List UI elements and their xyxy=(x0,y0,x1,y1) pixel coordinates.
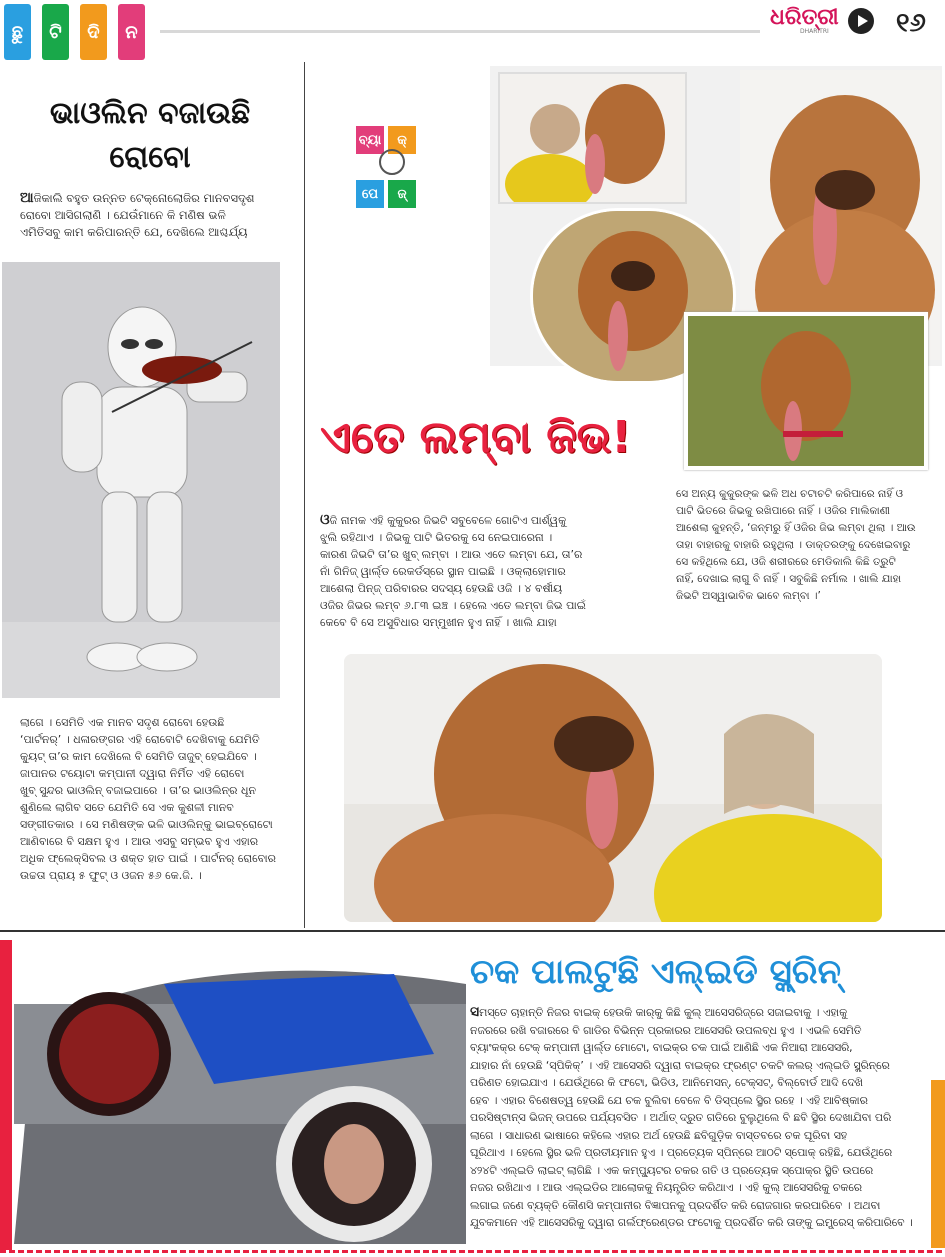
text-line: ନଜର ରଖିଥାଏ । ଆଉ ଏଲ୍‌ଇଡିର ଆଲୋକକୁ ନିୟନ୍ତ୍ରିତ କରିଥାଏ । ଏହି କୁଲ୍ ଆସେସରିକୁ ଚକରେ xyxy=(470,1181,862,1194)
text-line: ସେ କହିଥିଲେ ଯେ, ଓଜି ଶରୀରରେ ମେଡିକାଲି କିଛି ତ୍ରୁଟି xyxy=(676,556,896,568)
text-line: ଅଧିକ ଫ୍ଲେକ୍ସିବଲ ଓ ଶକ୍ତ ହାତ ପାଇଁ । ପାର୍ଟନର୍ ରୋବୋର xyxy=(20,852,276,865)
dropcap: ଆ xyxy=(20,190,34,206)
dropcap: ଓ xyxy=(320,512,330,528)
text-line: ନଜରରେ ରଖି ବଜାରରେ ବି ଗାଡିର ବିଭିନ୍ନ ପ୍ରକାରର ଆସେସରି ଉପଲବ୍ଧ ହୁଏ । ଏଭଳି ସେମିତି xyxy=(470,1023,862,1037)
robot-body xyxy=(20,714,304,884)
badge-letter: କ୍ xyxy=(388,126,416,154)
led-wheel-illustration xyxy=(14,944,466,1244)
dog-and-owner-photo xyxy=(344,654,882,922)
text-line: ପାଟି ଭିତରେ ଜିଭକୁ ରଖିପାରେ ନାହିଁ । ଓଜିର ମାଲିକାଣୀ xyxy=(676,505,890,517)
led-headline: ଚକ ପାଲଟୁଛି ଏଲ୍‌ଇଡି ସ୍କ୍ରିନ୍ xyxy=(470,952,842,992)
text-line: ଖୁବ୍ ସୁନ୍ଦର ଭାଓଲିନ୍ ବଜାଇପାରେ । ତା’ର ଭାଓଲିନ୍‌ର ଧୂନ xyxy=(20,784,257,797)
text-line: ଲଗାଇ ଜଣେ ବ୍ୟକ୍ତି କୌଣସି କମ୍ପାନୀର ବିଜ୍ଞାପନକୁ ପ୍ରଦର୍ଶିତ କରି ରୋଜଗାର କରପାରିବେ । ଅଥବା xyxy=(470,1198,881,1212)
robot-headline-line2: ରୋବୋ xyxy=(109,140,191,175)
section-divider xyxy=(0,930,945,932)
badge-letter: ଜ୍ xyxy=(388,180,416,208)
section-title-letter: ଛୁ xyxy=(4,4,31,60)
text-line: ପରସିଷ୍ଟାନ୍ସ ଭିଜନ୍ ଉପରେ ପର୍ଯ୍ୟବସିତ । ଅର୍ଥାତ୍ ଦ୍ରୁତ ଗତିରେ ବୁଲୁଥିଲେ ବି ଛବି ସ୍ଥିର ଦେଖାଯିବା ପରି xyxy=(470,1111,892,1124)
text-line: କ୍ୟୁଟ୍ ତା’ର କାମ ଦେଖିଲେ ବି ସେମିତି ତାଜୁବ୍ ହେଇଯିବେ । xyxy=(20,750,257,763)
robot-intro xyxy=(20,190,300,241)
dropcap: ସ xyxy=(470,1004,480,1020)
dog-column-2 xyxy=(676,486,942,605)
dog-column-1 xyxy=(320,512,660,631)
dog-owner-kiss-photo xyxy=(498,72,687,204)
text-line: ଓଜିର ଜିଭର ଲମ୍ବ ୬.୮୩ ଇଞ୍ଚ । ହେଲେ ଏତେ ଲମ୍ବା ଜିଭ ପାଇଁ xyxy=(320,599,586,612)
led-body xyxy=(470,1004,930,1232)
text-line: ନାଁ ଗିନିଜ୍ ୱାର୍ଲ୍ଡ ରେକର୍ଡସ୍‌ରେ ସ୍ଥାନ ପାଇଛି । ଓକ୍ଲାହୋମାର xyxy=(320,565,566,578)
text-line: ବ୍ୟାଂକକ୍‌ର ଟେକ୍ କମ୍ପାନୀ ୱାର୍ଲ୍ଡ ମୋଟୋ, ବାଇକ୍‌ର ଚକ ପାଇଁ ଆଣିଛି ଏକ ନିଆରା ଆସେସରି, xyxy=(470,1041,853,1054)
section-title-letter: ଟି xyxy=(42,4,69,60)
text-line: ଆଣିବାରେ ବି ସକ୍ଷମ ହୁଏ । ଆଉ ଏସବୁ ସମ୍ଭବ ହୁଏ ଏହାର xyxy=(20,835,259,848)
text-line: ଜି ନାମକ ଏହି କୁକୁରର ଜିଭଟି ସବୁବେଳେ ଗୋଟିଏ ପାର୍ଶ୍ୱକୁ xyxy=(329,514,567,527)
play-icon xyxy=(848,8,874,34)
text-line: ଘୂରିଥାଏ । ହେଲେ ସ୍ଥିର ଭଳି ପ୍ରତୀୟମାନ ହୁଏ । ପ୍ରତ୍ୟେକ ସ୍ପିନ୍‌ରେ ଆଠଟି ସ୍ପୋକ୍ ରହିଛି, ଯେଉଁଥିରେ xyxy=(470,1146,893,1159)
dog-outdoor-illustration xyxy=(688,316,924,466)
text-line: ହେବ । ଏହାର ବିଶେଷତ୍ୱ ହେଉଛି ଯେ ଚକ ବୁଲିବା ବେଳେ ବି ଡିସ୍‌ପ୍ଲେ ସ୍ଥିର ରହେ । ଏହି ଆବିଷ୍କାର xyxy=(470,1093,868,1107)
section-title-letter: ଦି xyxy=(80,4,107,60)
robot-violin-photo xyxy=(2,262,280,698)
accent-bar-right xyxy=(931,1080,945,1248)
text-line: ଏମିତିସବୁ କାମ କରିପାରନ୍ତି ଯେ, ଦେଖିଲେ ଆଶ୍ଚର୍ଯ୍ୟ xyxy=(20,225,248,239)
dog-outdoor-photo xyxy=(684,312,928,470)
text-line: ନାହିଁ, ଦେଖାଇ ଲାଗୁ ବି ନାହିଁ । ସବୁକିଛି ନର୍ମାଲ । ଖାଲି ଯାହା xyxy=(676,573,902,585)
robot-headline xyxy=(0,92,300,180)
text-line: ପରିଣତ ହୋଇଯାଏ । ଯେଉଁଥିରେ କି ଫଟୋ, ଭିଡିଓ, ଆନିମେସନ୍, ଟେକ୍ସଟ୍, ବିଲ୍‌ବୋର୍ଡ ଆଦି ଦେଖି xyxy=(470,1076,863,1089)
page-number: ୧୬ xyxy=(896,8,926,38)
robot-illustration xyxy=(2,262,280,698)
brand-logo: ଧରିତ୍ରୀ xyxy=(770,4,839,30)
section-title-letter: ନ xyxy=(118,4,145,60)
dog-owner-illustration xyxy=(500,74,685,202)
text-line: ଲାଗେ । ସାଧାରଣ ଭାଷାରେ କହିଲେ ଏହାର ଅର୍ଥ ହେଉଛି ଛବିଗୁଡ଼ିକ ବାସ୍ତବରେ ଚକ ଘୂରିବା ସହ xyxy=(470,1128,848,1142)
text-line: ରୋବୋ ଆସିଗଲାଣି । ଯେଉଁମାନେ କି ମଣିଷ ଭଳି xyxy=(20,208,226,222)
led-wheel-bike-photo xyxy=(14,944,466,1244)
text-line: ଜାପାନର ଟୟୋଟା କମ୍ପାନୀ ଦ୍ୱାରା ନିର୍ମିତ ଏହି ରୋବୋ xyxy=(20,767,245,780)
text-line: ଜିଭଟି ଅସ୍ୱାଭାବିକ ଭାବେ ଲମ୍ବା ।’ xyxy=(676,590,821,602)
accent-bar-left xyxy=(0,940,12,1250)
text-line: ସଙ୍ଗୀତକାର । ସେ ମଣିଷଙ୍କ ଭଳି ଭାଓଲିନ୍‌କୁ ଭାଇବ୍ରୋଟୋ xyxy=(20,818,273,831)
column-divider xyxy=(304,62,305,928)
text-line: ଆଶେଲା କୁହନ୍ତି, ‘ଜନ୍ମରୁ ହିଁ ଓଜିର ଜିଭ ଲମ୍ବା ଥିଲା । ଆଉ xyxy=(676,522,916,534)
bottom-border xyxy=(0,1250,945,1253)
text-line: ତାହା ବାହାରକୁ ବାହାରି ରହୁଥିଲା । ଡାକ୍ତରଙ୍କୁ ଦେଖେଇବାରୁ xyxy=(676,539,911,551)
text-line: ଯାହାର ନାଁ ହେଉଛି ‘ସ୍ପିକିକ୍’ । ଏହି ଆସେସରି ଦ୍ୱାରା ବାଇକ୍‌ର ଫ୍ରଣ୍ଟ ଚକଟି କଲର୍ ଏଲ୍‌ଇଡି ସ୍କ୍ରିନ୍‌ରେ xyxy=(470,1058,890,1072)
text-line: ଲାଗେ । ସେମିତି ଏକ ମାନବ ସଦୃଶ ରୋବୋ ହେଉଛି xyxy=(20,716,225,729)
text-line: ଜିକାଲି ବହୁତ ଉନ୍ନତ ଟେକ୍‌ନୋଲୋଜିର ମାନବସଦୃଶ xyxy=(33,191,255,205)
text-line: ଝୁଲି ରହିଥାଏ । ଜିଭକୁ ପାଟି ଭିତରକୁ ସେ ନେଇପାରେନା । xyxy=(320,531,553,544)
dog-and-owner-illustration xyxy=(344,654,882,922)
text-line: ସେ ଅନ୍ୟ କୁକୁରଙ୍କ ଭଳି ଅଧ ଚଟାଚଟି କରିପାରେ ନାହିଁ ଓ xyxy=(676,488,904,500)
header-divider xyxy=(160,30,760,33)
text-line: ୪୨୪ଟି ଏଲ୍‌ଇଡି ଲାଇଟ୍ ଲାଗିଛି । ଏକ କମ୍ପ୍ୟୁଟର ଚକର ଗତି ଓ ପ୍ରତ୍ୟେକ ସ୍ପୋକ୍‌ର ସ୍ଥିତି ଉପରେ xyxy=(470,1163,874,1177)
badge-ring-icon xyxy=(379,149,405,175)
text-line: କେବେ ବି ସେ ଅସୁବିଧାର ସମ୍ମୁଖୀନ ହୁଏ ନାହିଁ । ଖାଲି ଯାହା xyxy=(320,616,557,629)
dog-headline: ଏତେ ଲମ୍ବା ଜିଭ! xyxy=(320,412,632,463)
text-line: ଆଶେଲା ପିନ୍ଜ୍ ପରିବାରର ସଦସ୍ୟ ହେଉଛି ଓଜି । ୪ ବର୍ଷୀୟ xyxy=(320,582,563,595)
text-line: ମସ୍ତେ ଚାହାନ୍ତି ନିଜର ବାଇକ୍ ହେଉକି କାର୍‌କୁ କିଛି କୁଲ୍ ଆସେସରିଜ୍‌ରେ ସଜାଇବାକୁ । ଏହାକୁ xyxy=(479,1006,848,1019)
text-line: ଉଚ୍ଚତା ପ୍ରାୟ ୫ ଫୁଟ୍ ଓ ଓଜନ ୫୬ କେ.ଜି. । xyxy=(20,869,202,882)
brand-subtitle: DHARITRI xyxy=(800,28,829,35)
badge-letter: ବ୍ୟା xyxy=(356,126,384,154)
text-line: କାରଣ ଜିଭଟି ତା’ର ଖୁବ୍ ଲମ୍ବା । ଆଉ ଏତେ ଲମ୍ବା ଯେ, ତା’ର xyxy=(320,548,583,561)
badge-letter: ପେ xyxy=(356,180,384,208)
text-line: ‘ପାର୍ଟନର୍’ । ଧଳାରଙ୍ଗର ଏହି ରୋବୋଟି ଦେଖିବାକୁ ଯେମିତି xyxy=(20,733,260,746)
robot-headline-line1: ଭାଓଲିନ ବଜାଉଛି xyxy=(49,96,251,131)
text-line: ଶୁଣିଲେ ଲାଗିବ ସତେ ଯେମିତି ସେ ଏକ କୁଶଳୀ ମାନବ xyxy=(20,801,234,814)
text-line: ଯୁବକମାନେ ଏହି ଆସେସରିକୁ ଦ୍ୱାରା ଗର୍ଲଫ୍ରେଣ୍ଡର ଫଟୋକୁ ପ୍ରଦର୍ଶିତ କରି ତାଙ୍କୁ ଇମ୍ପ୍ରେସ୍ କରିପାରିବେ । xyxy=(470,1216,913,1229)
